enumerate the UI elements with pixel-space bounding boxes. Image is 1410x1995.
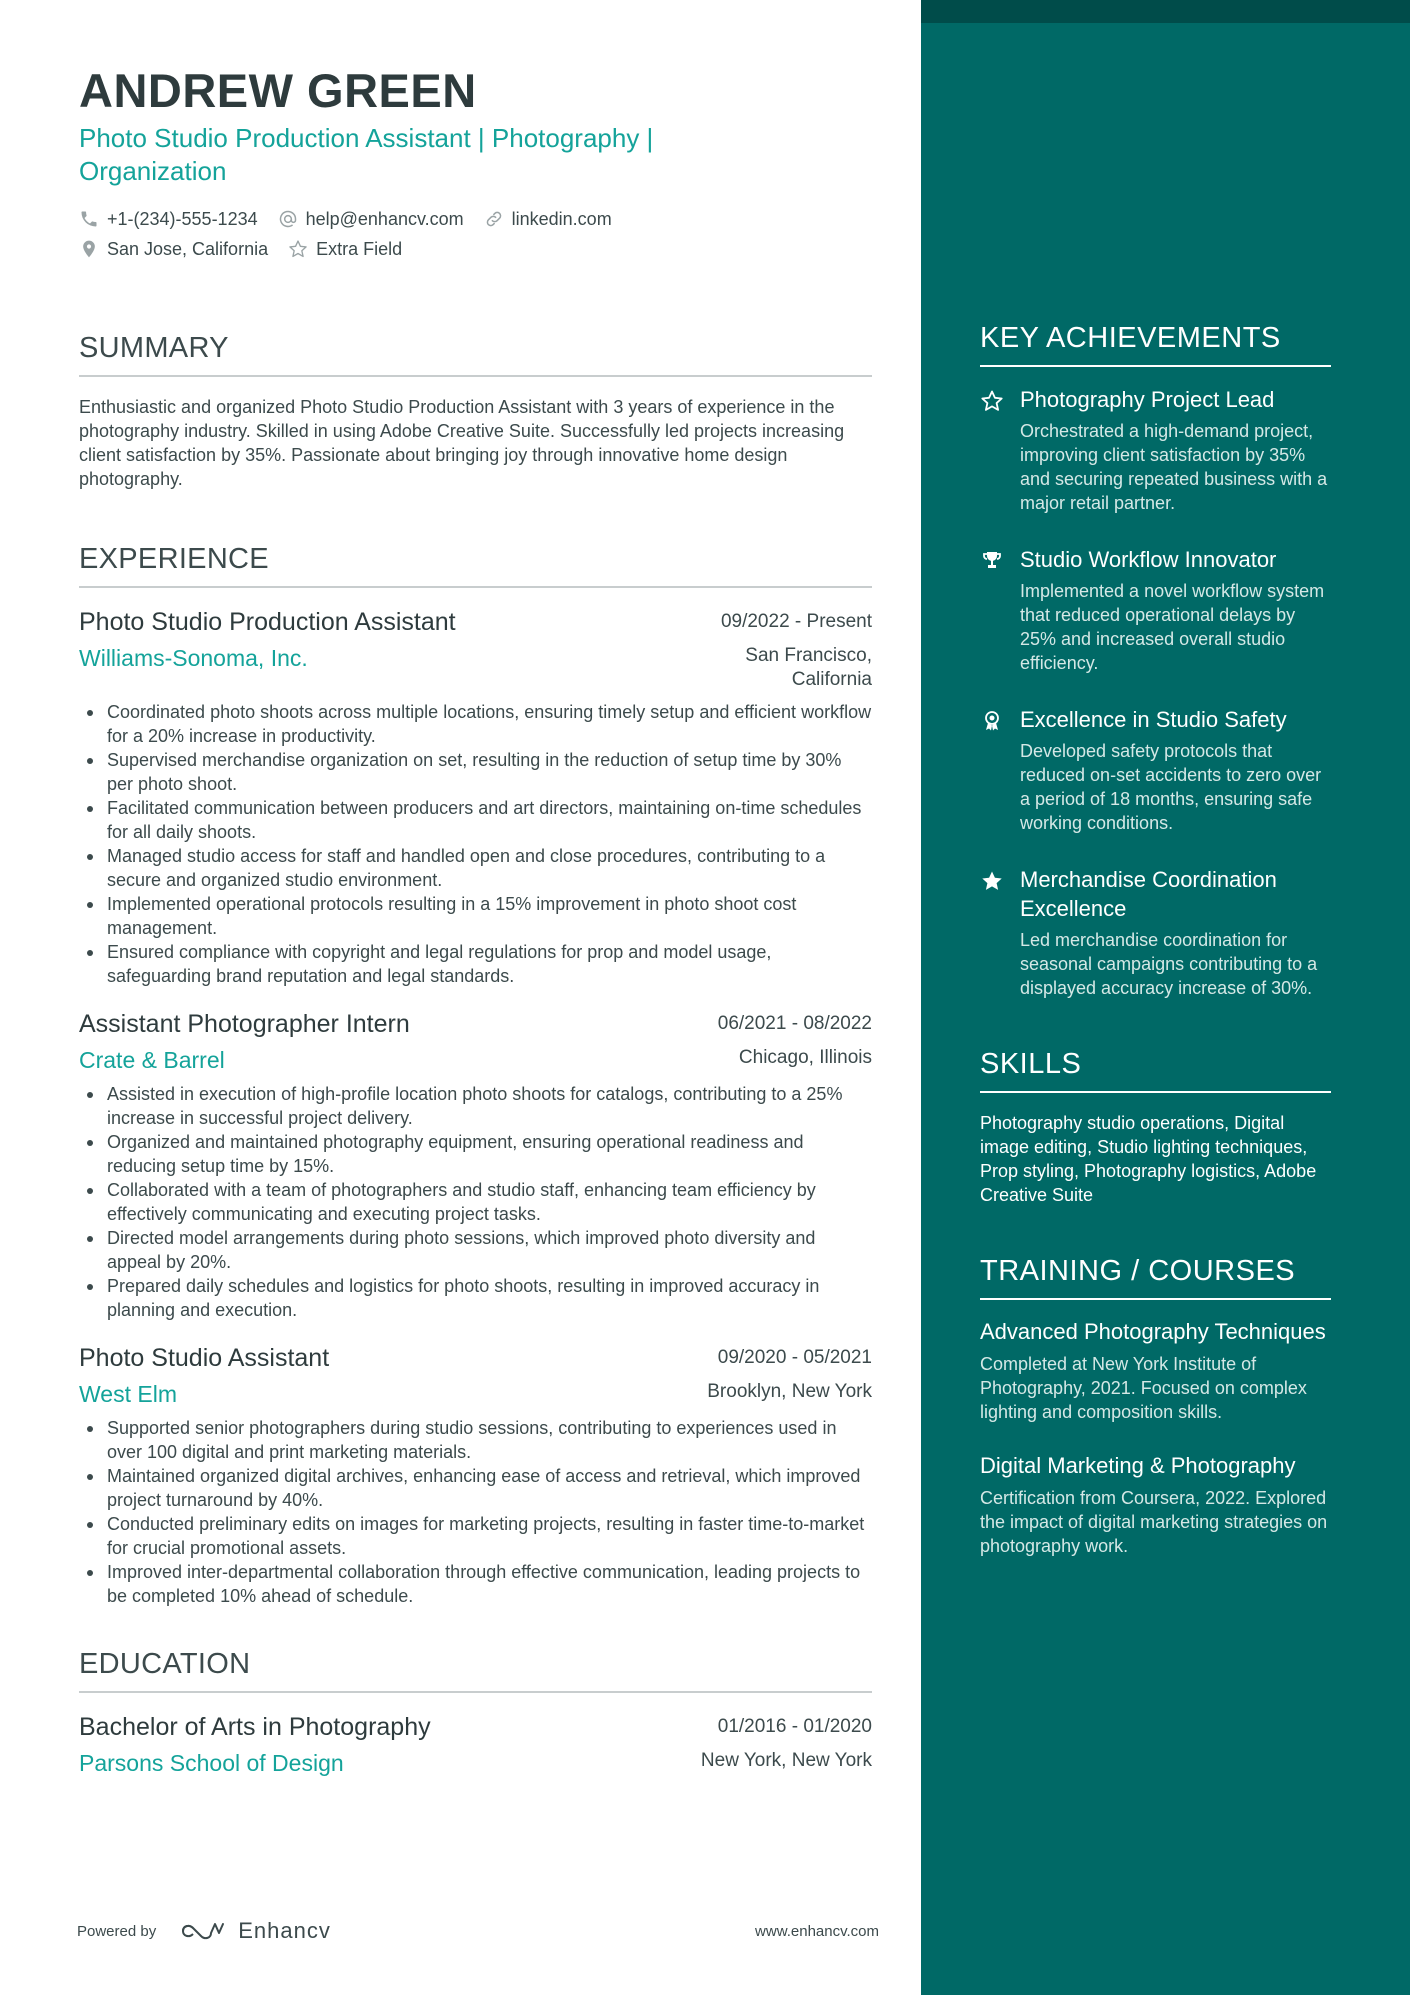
education-date: 01/2016 - 01/2020 [717,1716,872,1737]
main-column [79,62,872,1797]
sidebar-content [980,322,1331,1606]
company-name: Crate & Barrel [79,1047,225,1073]
course-description: Completed at New York Institute of Photography, 2021. Focused on complex lighting and composition skills. [980,1354,1307,1422]
school-name: Parsons School of Design [79,1750,344,1776]
job-subheader [79,644,872,692]
bullet-item: Organized and maintained photography equipment, ensuring operational readiness and reducing setup time by 15%. [79,1130,872,1178]
training-courses-title: TRAINING / COURSES [980,1255,1331,1300]
bullet-item: Supervised merchandise organization on set, resulting in the reduction of setup time by 30% per photo shoot. [79,748,872,796]
website-contact[interactable] [484,209,612,230]
contact-row [79,234,872,264]
bullet-item: Managed studio access for staff and handled open and close procedures, contributing to a secure and organized studio environment. [79,844,872,892]
summary-text: Enthusiastic and organized Photo Studio Production Assistant with 3 years of experience in the photography industry. Skilled in using Adobe Creative Suite. Successfully led projects increasing client satisfaction by 35%. Passionate about bringing joy through innovative home design photography. [79,397,845,489]
key-achievements-section [980,322,1331,1000]
training-courses-section [980,1255,1331,1558]
bullet-item: Implemented operational protocols resulting in a 15% improvement in photo shoot cost management. [79,892,872,940]
course-title: Advanced Photography Techniques [980,1319,1326,1344]
star-outline-icon [288,239,308,259]
course-title: Digital Marketing & Photography [980,1453,1296,1478]
website-link: linkedin.com [511,208,612,229]
extra-field-contact [288,239,402,260]
job-location [745,644,872,692]
job-subheader [79,1046,872,1074]
phone-icon [79,209,99,229]
education-location: New York, New York [700,1750,872,1771]
experience-entry [79,1008,872,1322]
bullet-item: Facilitated communication between producers and art directors, maintaining on-time schedules for all daily shoots. [79,796,872,844]
achievement-description: Orchestrated a high-demand project, improving client satisfaction by 35% and securing repeated business with a major retail partner. [1020,421,1328,513]
footer [77,1911,879,1951]
phone-number: +1-(234)-555-1234 [107,208,258,229]
star-outline-icon [980,385,1020,515]
education-header [79,1711,872,1743]
education-subheader [79,1749,872,1777]
summary-title: SUMMARY [79,332,872,377]
achievement-body [1020,385,1331,515]
bullet-item: Conducted preliminary edits on images for marketing projects, resulting in faster time-to-market for crucial promotional assets. [79,1512,872,1560]
skills-title: SKILLS [980,1048,1331,1093]
achievement-body [1020,865,1331,1000]
phone-contact[interactable] [79,209,258,230]
job-header [79,1008,872,1040]
job-title: Photo Studio Production Assistant [79,608,456,636]
achievement-item [980,385,1331,515]
award-ribbon-icon [980,705,1020,835]
achievement-description: Implemented a novel workflow system that reduced operational delays by 25% and increased overall studio efficiency. [1020,581,1325,673]
job-location-line: California [791,669,872,690]
job-bullets [79,1416,872,1608]
achievement-item [980,705,1331,835]
extra-field-text: Extra Field [316,238,403,259]
key-achievements-title: KEY ACHIEVEMENTS [980,322,1331,367]
course-description: Certification from Coursera, 2022. Explored the impact of digital marketing strategies on photography work. [980,1488,1328,1556]
achievement-title: Merchandise Coordination Excellence [1020,867,1277,921]
experience-title: EXPERIENCE [79,543,872,588]
job-date: 09/2022 - Present [720,611,872,632]
achievement-body [1020,705,1331,835]
achievement-description: Led merchandise coordination for seasonal campaigns contributing to a displayed accuracy increase of 30%. [1020,930,1318,998]
bullet-item: Ensured compliance with copyright and legal regulations for prop and model usage, safeguarding brand reputation and legal standards. [79,940,872,988]
company-name: West Elm [79,1381,177,1407]
course-item [980,1452,1331,1558]
skills-list: Photography studio operations, Digital image editing, Studio lighting techniques, Prop styling, Photography logistics, Adobe Creative Suite [980,1113,1317,1205]
achievement-item [980,545,1331,675]
powered-by-label: Powered by [77,1922,157,1940]
job-bullets [79,700,872,988]
achievement-title: Studio Workflow Innovator [1020,547,1277,572]
footer-url[interactable]: www.enhancv.com [755,1922,879,1940]
job-title: Assistant Photographer Intern [79,1010,410,1038]
education-title: EDUCATION [79,1648,872,1693]
enhancv-logo[interactable] [180,1918,331,1944]
bullet-item: Maintained organized digital archives, enhancing ease of access and retrieval, which improved project turnaround by 40%. [79,1464,872,1512]
trophy-icon [980,545,1020,675]
location-pin-icon [79,239,99,259]
star-filled-icon [980,865,1020,1000]
enhancv-logo-icon [180,1919,226,1943]
education-entry [79,1711,872,1777]
link-icon [484,209,504,229]
job-subheader [79,1380,872,1408]
bullet-item: Directed model arrangements during photo sessions, which improved photo diversity and appeal by 20%. [79,1226,872,1274]
sidebar-top-bar [921,0,1410,23]
location-text: San Jose, California [107,238,269,259]
email-address: help@enhancv.com [305,208,464,229]
achievement-title: Photography Project Lead [1020,387,1275,412]
sidebar [921,0,1410,1995]
skills-section [980,1048,1331,1207]
summary-section [79,332,872,491]
bullet-item: Supported senior photographers during studio sessions, contributing to experiences used in over 100 digital and print marketing materials. [79,1416,872,1464]
bullet-item: Coordinated photo shoots across multiple locations, ensuring timely setup and efficient workflow for a 20% increase in productivity. [79,700,872,748]
footer-branding [77,1918,331,1944]
bullet-item: Prepared daily schedules and logistics for photo shoots, resulting in improved accuracy in planning and execution. [79,1274,872,1322]
brand-name: Enhancv [238,1918,331,1943]
experience-entry [79,1342,872,1608]
job-date: 09/2020 - 05/2021 [717,1347,872,1368]
job-title: Photo Studio Assistant [79,1344,330,1372]
email-contact[interactable] [278,209,464,230]
candidate-headline: Photo Studio Production Assistant | Photography | Organization [79,123,654,186]
bullet-item: Collaborated with a team of photographers and studio staff, enhancing team efficiency by effectively communicating and executing project tasks. [79,1178,872,1226]
achievement-description: Developed safety protocols that reduced on-set accidents to zero over a period of 18 months, ensuring safe working conditions. [1020,741,1322,833]
job-date: 06/2021 - 08/2022 [717,1013,872,1034]
bullet-item: Improved inter-departmental collaboration through effective communication, leading projects to be completed 10% ahead of schedule. [79,1560,872,1608]
job-location-line: San Francisco, [745,645,872,666]
degree-title: Bachelor of Arts in Photography [79,1713,431,1741]
experience-entry [79,606,872,988]
achievement-body [1020,545,1331,675]
job-location: Chicago, Illinois [738,1047,872,1068]
job-header [79,1342,872,1374]
job-location: Brooklyn, New York [707,1381,872,1402]
job-bullets [79,1082,872,1322]
experience-section [79,543,872,1608]
bullet-item: Assisted in execution of high-profile location photo shoots for catalogs, contributing to a 25% increase in successful project delivery. [79,1082,872,1130]
contact-info [79,204,872,264]
location-contact [79,239,268,260]
at-sign-icon [278,209,298,229]
candidate-name: ANDREW GREEN [79,64,477,117]
contact-row [79,204,872,234]
achievement-item [980,865,1331,1000]
job-header [79,606,872,638]
course-item [980,1318,1331,1424]
education-section [79,1648,872,1777]
company-name: Williams-Sonoma, Inc. [79,645,308,671]
achievement-title: Excellence in Studio Safety [1020,707,1287,732]
